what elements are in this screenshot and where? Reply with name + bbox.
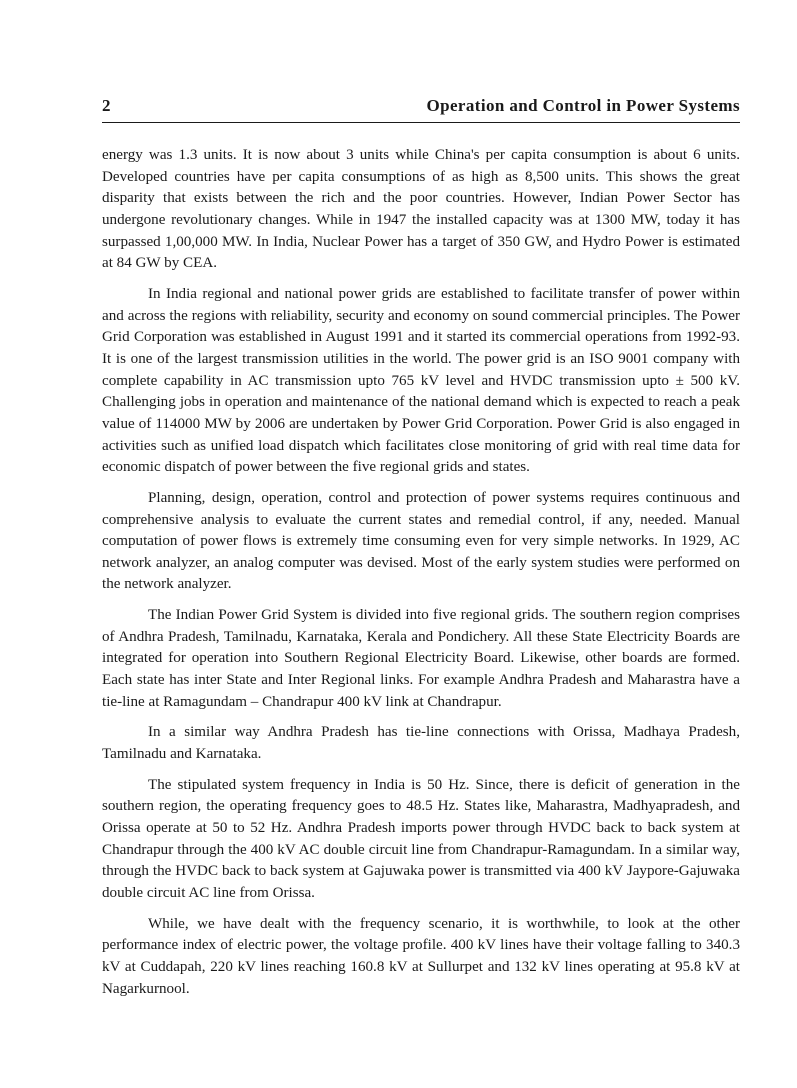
book-page [102,96,740,1009]
paragraph-system-frequency: The stipulated system frequency in India is 50 Hz. Since, there is deficit of generation in the southern region, the operating frequency goes to 48.5 Hz. States like, Maharastra, Madhyapradesh, and Orissa operate at 50 to 52 Hz. Andhra Pradesh imports power through HVDC back to back system at Chandrapur through the 400 kV AC double circuit line from Chandrapur-Ramagundam. In a similar way, through the HVDC back to back system at Gajuwaka power is transmitted via 400 kV Jaypore-Gajuwaka double circuit AC line from Orissa. [102,776,740,901]
page-header [102,96,740,123]
paragraph-tie-line-connections: In a similar way Andhra Pradesh has tie-line connections with Orissa, Madhaya Pradesh, Tamilnadu and Karnataka. [102,724,740,763]
body-text [102,145,740,1000]
paragraph-regional-grids: The Indian Power Grid System is divided into five regional grids. The southern region comprises of Andhra Pradesh, Tamilnadu, Karnataka, Kerala and Pondichery. All these State Electricity Boards are integrated for operation into Southern Regional Electricity Board. Likewise, other boards are formed. Each state has inter State and Inter Regional links. For example Andhra Pradesh and Maharastra have a tie-line at Ramagundam – Chandrapur 400 kV link at Chandrapur. [102,607,740,710]
paragraph-per-capita-consumption: energy was 1.3 units. It is now about 3 units while China's per capita consumption is about 6 units. Developed countries have per capita consumptions of as high as 8,500 units. This shows the great disparity that exists between the rich and the poor countries. However, Indian Power Sector has undergone revolutionary changes. While in 1947 the installed capacity was at 1300 MW, today it has surpassed 1,00,000 MW. In India, Nuclear Power has a target of 350 GW, and Hydro Power is estimated at 84 GW by CEA. [102,147,740,272]
paragraph-power-system-analysis: Planning, design, operation, control and protection of power systems requires continuous and comprehensive analysis to evaluate the current states and remedial control, if any, needed. Manual computation of power flows is extremely time consuming even for very simple networks. In 1929, AC network analyzer, an analog computer was devised. Most of the early system studies were performed on the network analyzer. [102,489,740,593]
paragraph-voltage-profile: While, we have dealt with the frequency scenario, it is worthwhile, to look at the other performance index of electric power, the voltage profile. 400 kV lines have their voltage falling to 340.3 kV at Cuddapah, 220 kV lines reaching 160.8 kV at Sullurpet and 132 kV lines operating at 95.8 kV at Nagarkurnool. [102,915,740,997]
page-number: 2 [102,96,111,115]
paragraph-power-grids: In India regional and national power grids are established to facilitate transfer of power within and across the regions with reliability, security and economy on sound commercial principles. The Power Grid Corporation was established in August 1991 and it started its commercial operations from 1992-93. It is one of the largest transmission utilities in the world. The power grid is an ISO 9001 company with complete capability in AC transmission upto 765 kV level and HVDC transmission upto ± 500 kV. Challenging jobs in operation and maintenance of the national demand which is expected to reach a peak value of 114000 MW by 2006 are undertaken by Power Grid Corporation. Power Grid is also engaged in activities such as unified load dispatch which facilitates close monitoring of grid with real time data for economic dispatch of power between the five regional grids and states. [102,285,740,476]
running-title: Operation and Control in Power Systems [426,96,740,115]
